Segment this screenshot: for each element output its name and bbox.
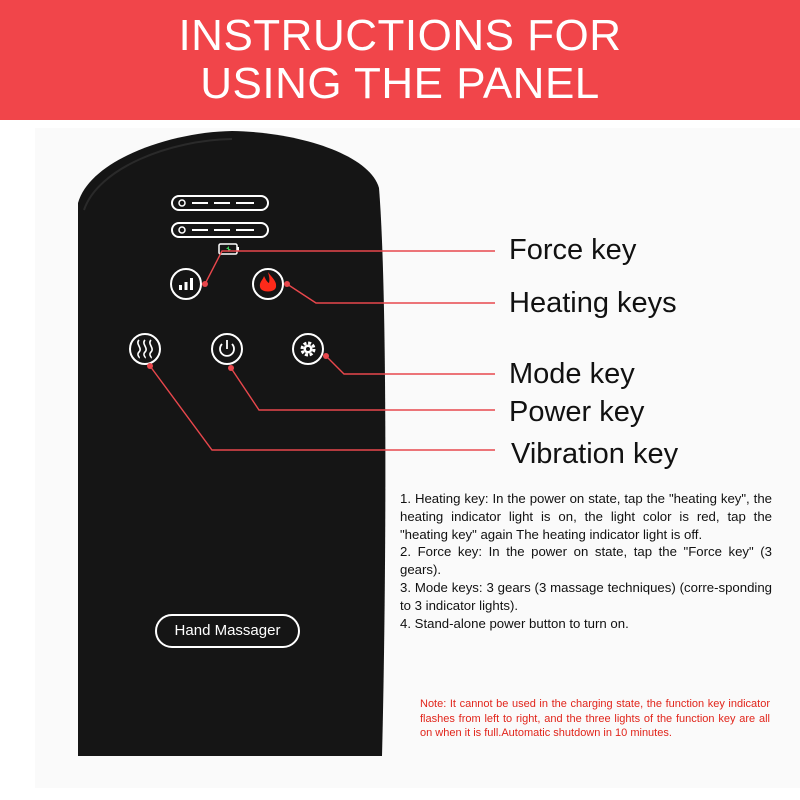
instruction-item: 1. Heating key: In the power on state, tap the "heating key", the heating indicator light is on, the light color is red, tap the "heating key" again The heating indicator light is off.: [400, 491, 772, 542]
mode-key-callout: Mode key: [509, 358, 635, 390]
heating-keys-callout: Heating keys: [509, 287, 677, 319]
hand-massager-label-button[interactable]: Hand Massager: [155, 614, 300, 648]
force-key-callout: Force key: [509, 234, 637, 266]
note-text: Note: It cannot be used in the charging state, the function key indicator flashes from left to right, and the three lights of the function key are all on when it is full.Automatic shutdown in 10 minutes.: [420, 698, 770, 739]
banner-title-line-2: USING THE PANEL: [200, 59, 600, 108]
instruction-item: 3. Mode keys: 3 gears (3 massage techniques) (corre-sponding to 3 indicator lights).: [400, 579, 772, 613]
banner-title-line-1: INSTRUCTIONS FOR: [178, 11, 622, 60]
device-body: [78, 131, 385, 756]
instruction-item: 2. Force key: In the power on state, tap the "Force key" (3 gears).: [400, 544, 772, 578]
vibration-key-callout: Vibration key: [511, 438, 679, 470]
power-key-callout: Power key: [509, 396, 645, 428]
instruction-item: 4. Stand-alone power button to turn on.: [400, 615, 629, 631]
instructions-text: [400, 490, 772, 632]
